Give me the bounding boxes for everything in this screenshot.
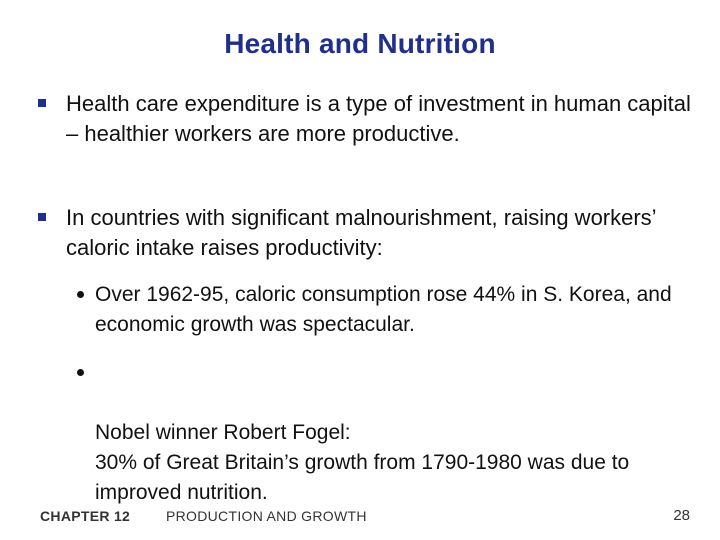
- bullet-item: [66, 203, 706, 263]
- sub-bullet-item: [95, 358, 710, 508]
- page-number: 28: [673, 507, 690, 524]
- round-bullet-icon: [77, 291, 84, 298]
- square-bullet-icon: [38, 99, 46, 107]
- slide-title: Health and Nutrition: [224, 28, 496, 59]
- bullet-item: [66, 89, 706, 149]
- bullet-text: In countries with significant malnourishment, raising workers’ caloric intake raises productivity:: [66, 205, 656, 260]
- bullet-text: Health care expenditure is a type of investment in human capital – healthier workers are more productive.: [66, 91, 691, 146]
- round-bullet-icon: [77, 369, 84, 376]
- sub-bullet-item: [95, 280, 710, 340]
- sub-bullet-text: Nobel winner Robert Fogel: 30% of Great Britain’s growth from 1790-1980 was due to improved nutrition.: [95, 421, 630, 504]
- footer-chapter: CHAPTER 12: [40, 508, 131, 524]
- sub-bullet-text: Over 1962-95, caloric consumption rose 44% in S. Korea, and economic growth was spectacular.: [95, 283, 672, 336]
- footer-section-title: PRODUCTION AND GROWTH: [166, 508, 367, 524]
- square-bullet-icon: [38, 213, 46, 221]
